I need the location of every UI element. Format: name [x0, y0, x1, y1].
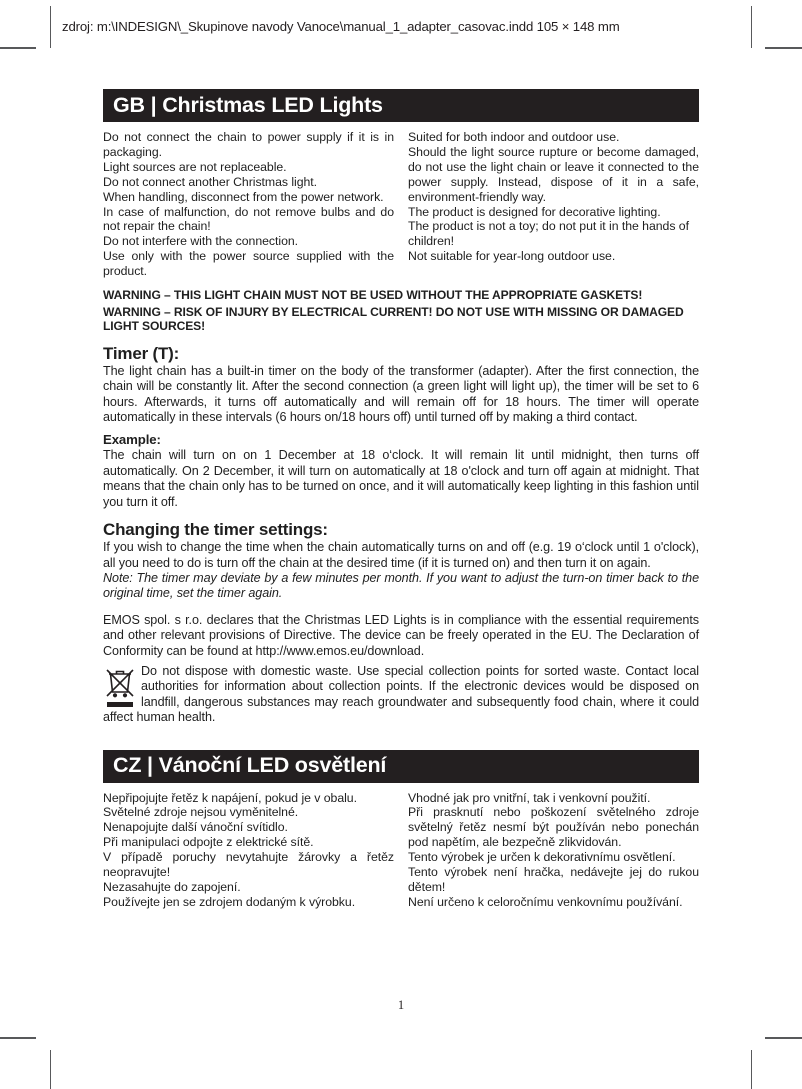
paragraph-weee-disposal: Do not dispose with domestic waste. Use special collection points for sorted waste. Contact local authorities for information about collection points. If the electronic devices would be disposed on landfill, dangerous substances may reach groundwater and subsequently food chain, where it could affect human health.	[103, 663, 699, 725]
paragraph-changing-timer-settings: If you wish to change the time when the chain automatically turns on and off (e.g. 19 o‘clock until 1 o'clock), all you need to do is turn off the chain at the desired time (if it is turned on) and then turn it on again.	[103, 540, 699, 570]
crossed-out-wheelie-bin-icon	[105, 665, 135, 710]
list-item: Vhodné jak pro vnitřní, tak i venkovní použití.	[408, 790, 651, 805]
warning-electrical-current: WARNING – RISK OF INJURY BY ELECTRICAL CURRENT! DO NOT USE WITH MISSING OR DAMAGED LIGHT SOURCES!	[103, 304, 684, 334]
list-item: In case of malfunction, do not remove bulbs and do not repair the chain!	[103, 204, 394, 234]
page-number: 1	[397, 998, 405, 1012]
page-content	[103, 89, 699, 910]
paragraph-timer: The light chain has a built-in timer on the body of the transformer (adapter). After the first connection, the chain will be constantly lit. After the second connection (a green light will light up), the timer will be set to 6 hours. Afterwards, it turns off automatically and will remain off for 18 hours. The timer will operate automatically in these intervals (6 hours on/18 hours off) until turned off by making a third contact.	[103, 363, 699, 425]
list-item: Světelné zdroje nejsou vyměnitelné.	[103, 805, 299, 820]
heading-changing-timer-settings: Changing the timer settings:	[103, 520, 328, 540]
crop-mark-bottom-left-vertical	[50, 1050, 51, 1089]
list-item: Při manipulaci odpojte z elektrické sítě.	[103, 835, 314, 850]
list-item: Nezasahujte do zapojení.	[103, 880, 241, 894]
cz-safety-right-column	[408, 791, 699, 910]
list-item: Should the light source rupture or become damaged, do not use the light chain or leave it connected to the power supply. Instead, dispose of it in a safe, environment-friendly way.	[408, 144, 699, 204]
crop-mark-top-right-horizontal	[765, 47, 802, 49]
crop-mark-bottom-left-horizontal	[0, 1037, 36, 1039]
section-header-cz	[103, 750, 699, 783]
paragraph-declaration-of-conformity: EMOS spol. s r.o. declares that the Christmas LED Lights is in compliance with the essential requirements and other relevant provisions of Directive. The device can be freely operated in the EU. The Declaration of Conformity can be found at http://www.emos.eu/download.	[103, 612, 699, 658]
paragraph-timer-note: Note: The timer may deviate by a few minutes per month. If you want to adjust the turn-on timer back to the original time, set the timer again.	[103, 570, 699, 601]
list-item: Tento výrobek není hračka, nedávejte jej do rukou dětem!	[408, 865, 699, 894]
crop-mark-bottom-right-vertical	[751, 1050, 752, 1089]
heading-example: Example:	[103, 432, 161, 448]
list-item: Tento výrobek je určen k dekorativnímu osvětlení.	[408, 850, 676, 865]
list-item: Light sources are not replaceable.	[103, 159, 287, 174]
heading-timer: Timer (T):	[103, 343, 180, 363]
cz-safety-left-column	[103, 791, 394, 910]
list-item: The product is not a toy; do not put it in the hands of children!	[408, 219, 689, 249]
paragraph-example: The chain will turn on on 1 December at 18 o‘clock. It will remain lit until midnight, then turns off automatically. On 2 December, it will turn on automatically at 18 o'clock and turn off again at midnight. That means that the chain only has to be turned on once, and it will automatically keep lighting in this fashion until you turn it off.	[103, 448, 699, 509]
list-item: Do not connect another Christmas light.	[103, 174, 318, 189]
list-item: Do not interfere with the connection.	[103, 234, 299, 249]
list-item: Používejte jen se zdrojem dodaným k výrobku.	[103, 894, 356, 909]
list-item: Při prasknutí nebo poškození světelného zdroje světelný řetěz nesmí být používán nebo ponechán pod napětím, ale bezpečně zlikvidován.	[408, 805, 699, 850]
source-path-label: zdroj: m:\INDESIGN\_Skupinove navody Vanoce\manual_1_adapter_casovac.indd 105 × 148 mm	[62, 19, 620, 34]
list-item: Suited for both indoor and outdoor use.	[408, 130, 620, 144]
warning-gaskets: WARNING – THIS LIGHT CHAIN MUST NOT BE USED WITHOUT THE APPROPRIATE GASKETS!	[103, 288, 643, 303]
list-item: Není určeno k celoročnímu venkovnímu používání.	[408, 894, 683, 909]
list-item: Nenapojujte další vánoční svítidlo.	[103, 820, 288, 835]
list-item: V případě poruchy nevytahujte žárovky a řetěz neopravujte!	[103, 850, 394, 880]
crop-mark-top-left-vertical	[50, 6, 51, 48]
cz-safety-columns	[103, 791, 699, 910]
gb-safety-columns	[103, 130, 699, 279]
list-item: Do not connect the chain to power supply if it is in packaging.	[103, 130, 394, 159]
section-header-gb	[103, 89, 699, 122]
list-item: Nepřipojujte řetěz k napájení, pokud je v obalu.	[103, 790, 357, 805]
list-item: Use only with the power source supplied with the product.	[103, 249, 394, 279]
section-title-gb: GB | Christmas LED Lights	[113, 92, 383, 117]
list-item: Not suitable for year-long outdoor use.	[408, 249, 616, 264]
crop-mark-top-right-vertical	[751, 6, 752, 48]
list-item: The product is designed for decorative lighting.	[408, 204, 661, 219]
gb-safety-right-column	[408, 130, 699, 279]
crop-mark-top-left-horizontal	[0, 47, 36, 49]
list-item: When handling, disconnect from the power network.	[103, 189, 384, 204]
weee-disposal-block	[103, 664, 699, 726]
crop-mark-bottom-right-horizontal	[765, 1037, 802, 1039]
gb-safety-left-column	[103, 130, 394, 279]
section-title-cz: CZ | Vánoční LED osvětlení	[113, 753, 387, 778]
